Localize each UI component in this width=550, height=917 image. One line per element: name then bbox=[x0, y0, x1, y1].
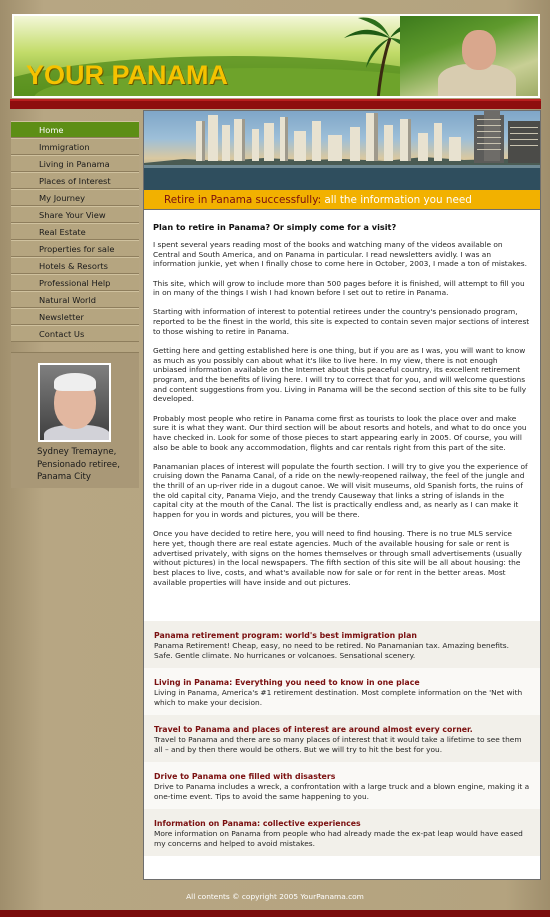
author-location: Panama City bbox=[37, 472, 91, 482]
section-summaries bbox=[144, 621, 540, 856]
article-paragraph: Panamanian places of interest will populate the fourth section. I will try to give you the experience of cruising down the Panama Canal, of a ride on the newly-reopened railway, the feel of the jungle and the thrill of an up-river ride in a dugout canoe. We will visit museums, old Spanish forts, the ruins of the old capital city, Panama Viejo, and the trendy Causeway that links a string of islands in the capital city at the mouth of the Canal. The list is practically endless and, as nearly as I can make it happen for you in words and pictures, you will be there. bbox=[153, 461, 528, 520]
summary-link[interactable]: Information on Panama: collective experiences bbox=[154, 819, 361, 828]
summary-retirement-program bbox=[144, 621, 540, 668]
nav-item-my-journey[interactable]: My Journey bbox=[11, 189, 139, 206]
tagline-bar bbox=[144, 190, 540, 210]
portrait-head bbox=[462, 30, 496, 70]
nav-item-natural-world[interactable]: Natural World bbox=[11, 291, 139, 308]
author-photo bbox=[38, 363, 111, 442]
summary-text: Travel to Panama and there are so many places of interest that it would take a lifetime to see them all – and by then there would be others. But we will try to hit the best for you. bbox=[154, 735, 522, 754]
summary-information-on-panama bbox=[144, 809, 540, 856]
nav-item-newsletter[interactable]: Newsletter bbox=[11, 308, 139, 325]
nav-item-living-in-panama[interactable]: Living in Panama bbox=[11, 155, 139, 172]
site-header bbox=[12, 14, 540, 98]
author-name: Sydney Tremayne, bbox=[37, 447, 117, 457]
nav-item-immigration[interactable]: Immigration bbox=[11, 138, 139, 155]
nav-item-home[interactable]: Home bbox=[11, 121, 139, 138]
summary-drive-to-panama bbox=[144, 762, 540, 809]
tagline-rest: all the information you need bbox=[324, 194, 472, 206]
nav-item-real-estate[interactable]: Real Estate bbox=[11, 223, 139, 240]
author-panel bbox=[11, 352, 139, 488]
author-caption bbox=[37, 446, 137, 484]
site-logo[interactable]: YOUR PANAMA bbox=[26, 60, 228, 90]
header-divider bbox=[10, 99, 541, 109]
nav-item-professional-help[interactable]: Professional Help bbox=[11, 274, 139, 291]
article-paragraph: I spent several years reading most of the books and watching many of the videos available on Central and South America, and on Panama in particular. I read newsletters avidly. I was an information junkie, yet when I finally chose to come here in October, 2003, I made a ton of mistakes. bbox=[153, 240, 527, 269]
nav-item-places-of-interest[interactable]: Places of Interest bbox=[11, 172, 139, 189]
nav-item-properties-for-sale[interactable]: Properties for sale bbox=[11, 240, 139, 257]
nav-item-share-your-view[interactable]: Share Your View bbox=[11, 206, 139, 223]
article-paragraph: Getting here and getting established here is one thing, but if you are as I was, you will want to know as much as you possibly can about what it's like to live here. In my view, there is not enough unbiased information available on the Internet about this peaceful country, its excellent retirement program, and the benefits of living here. I will try to correct that for you, and will welcome questions and content suggestions from you. Living in Panama will be the second section of this site to be fully developed. bbox=[153, 346, 527, 404]
nav-item-contact-us[interactable]: Contact Us bbox=[11, 325, 139, 342]
summary-link[interactable]: Panama retirement program: world's best immigration plan bbox=[154, 631, 417, 640]
summary-link[interactable]: Living in Panama: Everything you need to know in one place bbox=[154, 678, 420, 687]
panama-city-skyline-banner bbox=[144, 111, 540, 190]
summary-text: Living in Panama, America's #1 retirement destination. Most complete information on the 'Net with which to make your decision. bbox=[154, 688, 523, 707]
summary-text: Drive to Panama includes a wreck, a confrontation with a large truck and a blown engine, making it a one-time event. Tips to avoid the same happening to you. bbox=[154, 782, 530, 801]
summary-living-in-panama bbox=[144, 668, 540, 715]
copyright-footer: All contents © copyright 2005 YourPanama.com bbox=[186, 892, 364, 901]
footer-bar bbox=[0, 910, 550, 917]
main-content bbox=[143, 110, 541, 880]
sidebar-nav bbox=[11, 121, 139, 342]
summary-link[interactable]: Drive to Panama one filled with disasters bbox=[154, 772, 336, 781]
skyline-image bbox=[144, 111, 540, 190]
nav-item-hotels-resorts[interactable]: Hotels & Resorts bbox=[11, 257, 139, 274]
header-portrait bbox=[400, 16, 538, 98]
summary-travel-to-panama bbox=[144, 715, 540, 762]
article-paragraph: Once you have decided to retire here, you will need to find housing. There is no true MLS service here yet, though there are real estate agencies. Much of the available housing for sale or rent is advertised privately, with signs on the homes themselves or through small advertisements (usually without pictures) in the local newspapers. The fifth section of this site will be all about housing: the best places to live, costs, and what's available now for sale or for rent in the better areas. Most available properties will have inside and out pictures. bbox=[153, 529, 522, 587]
summary-link[interactable]: Travel to Panama and places of interest are around almost every corner. bbox=[154, 725, 473, 734]
article-heading: Plan to retire in Panama? Or simply come for a visit? bbox=[153, 222, 397, 232]
summary-text: More information on Panama from people who had already made the ex-pat leap would have eased my concerns and helped to avoid mistakes. bbox=[154, 829, 523, 848]
article-paragraph: Starting with information of interest to potential retirees under the country's pensionado program, reported to be the finest in the world, this site is expected to contain seven major sections of interest to those wishing to retire in Panama. bbox=[153, 307, 530, 336]
tagline-lead: Retire in Panama successfully: bbox=[164, 194, 322, 206]
summary-text: Panama Retirement! Cheap, easy, no need to be retired. No Panamanian tax. Amazing benefits. Safe. Gentle climate. No hurricanes or volcanoes. Sensational scenery. bbox=[154, 641, 509, 660]
article-paragraph: This site, which will grow to include more than 500 pages before it is finished, will attempt to fill you in on many of the things I wish I had known before I set out to retire in Panama. bbox=[153, 278, 525, 298]
intro-article bbox=[144, 210, 540, 587]
article-paragraph: Probably most people who retire in Panama come first as tourists to look the place over and make sure it is what they want. Our third section will be about resorts and hotels, and what to do once you have checked in. Look for some of those pieces to start appearing early in 2005. Of course, you will also be able to book any accommodation, flights and car rentals right from this part of the site. bbox=[153, 413, 527, 452]
author-title: Pensionado retiree, bbox=[37, 459, 120, 470]
